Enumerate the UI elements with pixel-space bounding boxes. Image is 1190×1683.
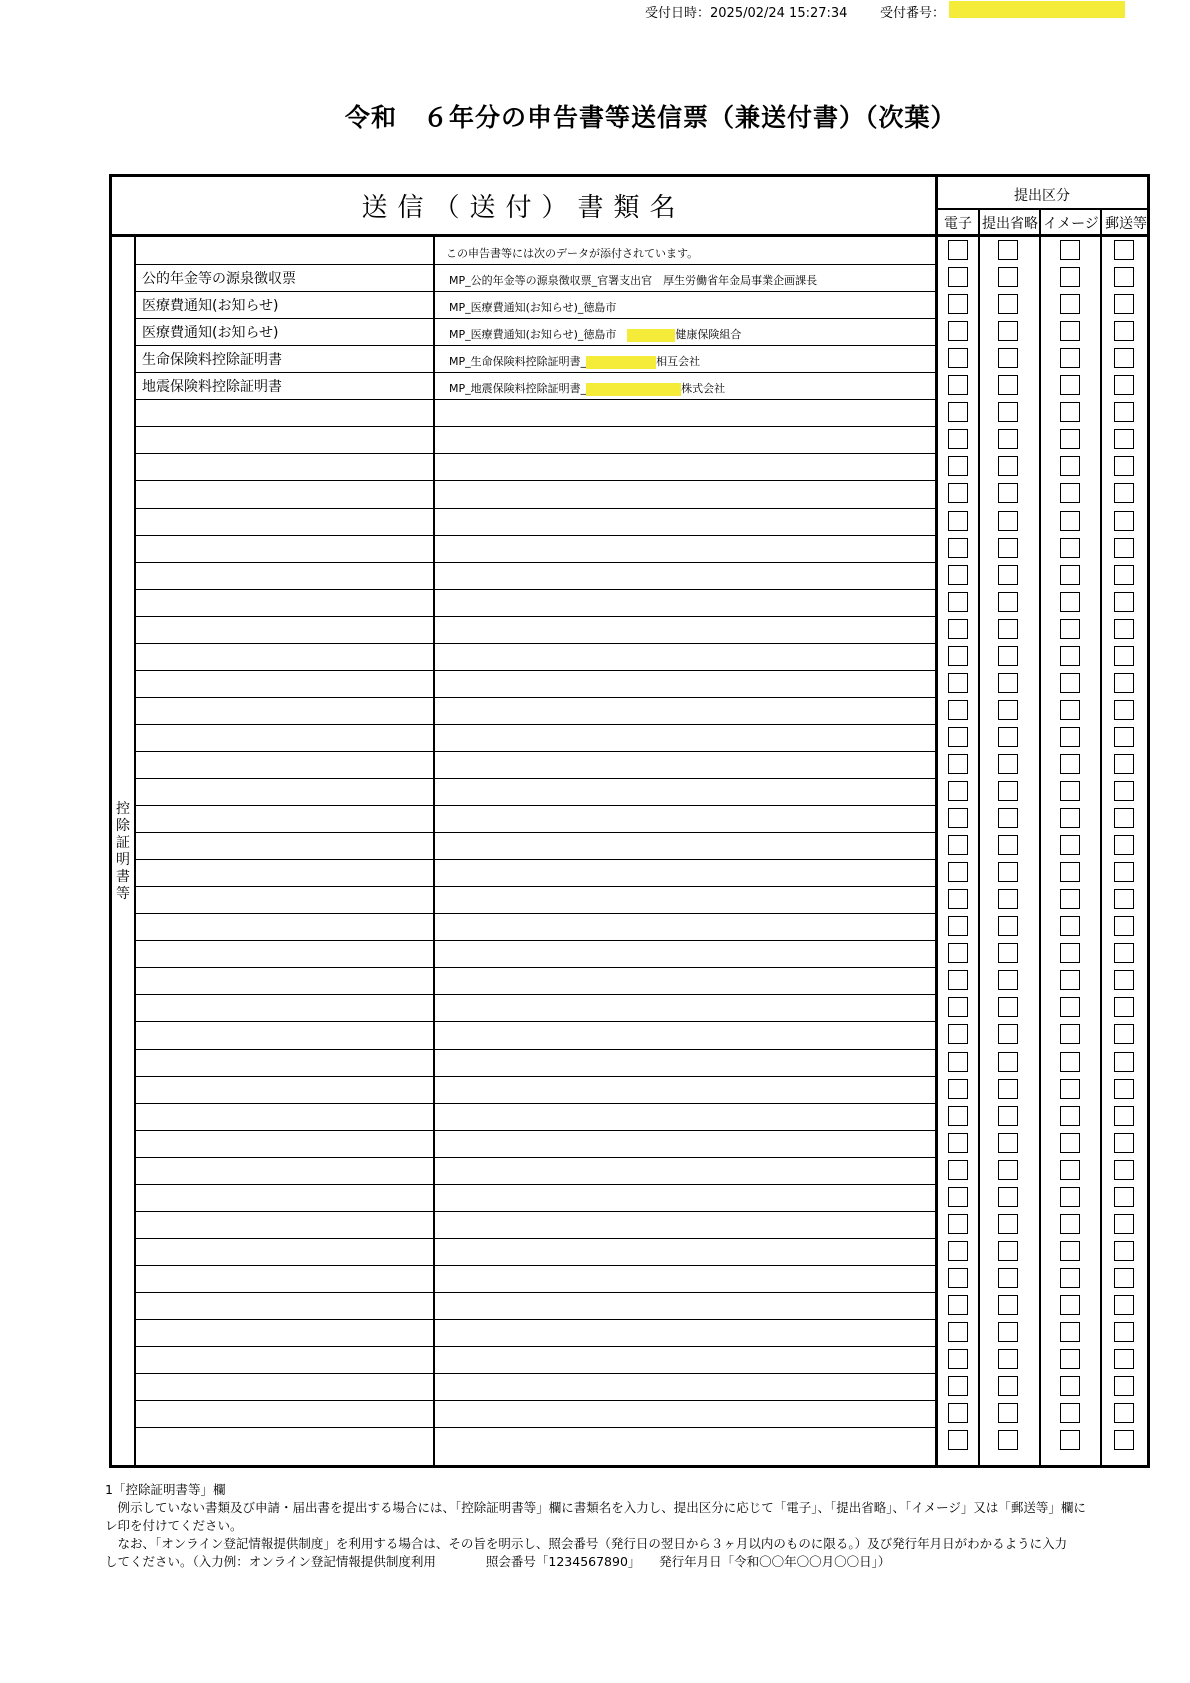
checkbox-mail[interactable]: [1114, 375, 1134, 395]
checkbox-omitted[interactable]: [998, 646, 1018, 666]
checkbox-mail[interactable]: [1114, 1268, 1134, 1288]
checkbox-electronic[interactable]: [948, 240, 968, 260]
checkbox-electronic[interactable]: [948, 808, 968, 828]
checkbox-mail[interactable]: [1114, 1403, 1134, 1423]
table-row: [136, 886, 1147, 913]
checkbox-omitted[interactable]: [998, 862, 1018, 882]
received-datetime: 受付日時：2025/02/24 15:27:34: [645, 6, 848, 21]
checkbox-image[interactable]: [1060, 754, 1080, 774]
checkbox-image[interactable]: [1060, 321, 1080, 341]
checkbox-electronic[interactable]: [948, 943, 968, 963]
checkbox-omitted[interactable]: [998, 429, 1018, 449]
checkbox-image[interactable]: [1060, 835, 1080, 855]
checkbox-image[interactable]: [1060, 808, 1080, 828]
table-row: [136, 832, 1147, 859]
category-subdivider: [935, 208, 1147, 210]
checkbox-image[interactable]: [1060, 402, 1080, 422]
checkbox-omitted[interactable]: [998, 1430, 1018, 1450]
table-row: [136, 967, 1147, 994]
table-row: [136, 859, 1147, 886]
checkbox-mail[interactable]: [1114, 1187, 1134, 1207]
checkbox-mail[interactable]: [1114, 348, 1134, 368]
document-detail: MP_生命保険料控除証明書_ 相互会社: [449, 355, 701, 369]
checkbox-omitted[interactable]: [998, 1241, 1018, 1261]
checkbox-omitted[interactable]: [998, 970, 1018, 990]
checkbox-image[interactable]: [1060, 511, 1080, 531]
table-row: [136, 805, 1147, 832]
checkbox-image[interactable]: [1060, 1079, 1080, 1099]
checkbox-electronic[interactable]: [948, 700, 968, 720]
document-name-header: 送信（送付）書類名: [361, 193, 686, 223]
checkbox-mail[interactable]: [1114, 808, 1134, 828]
checkbox-electronic[interactable]: [948, 294, 968, 314]
table-row: [136, 1049, 1147, 1076]
checkbox-image[interactable]: [1060, 267, 1080, 287]
table-row: [136, 1130, 1147, 1157]
checkbox-image[interactable]: [1060, 997, 1080, 1017]
attachment-notice: この申告書等には次のデータが添付されています。: [446, 247, 699, 260]
checkbox-electronic[interactable]: [948, 348, 968, 368]
table-row: [136, 264, 1147, 291]
checkbox-image[interactable]: [1060, 348, 1080, 368]
document-detail: MP_医療費通知(お知らせ)_徳島市: [449, 301, 617, 315]
checkbox-electronic[interactable]: [948, 267, 968, 287]
checkbox-image[interactable]: [1060, 889, 1080, 909]
checkbox-image[interactable]: [1060, 1376, 1080, 1396]
checkbox-image[interactable]: [1060, 592, 1080, 612]
checkbox-mail[interactable]: [1114, 754, 1134, 774]
checkbox-omitted[interactable]: [998, 1322, 1018, 1342]
checkbox-mail[interactable]: [1114, 1106, 1134, 1126]
notes-line-1: 例示していない書類及び申請・届出書を提出する場合には、「控除証明書等」欄に書類名を入力し、提出区分に応じて「電子」、「提出省略」、「イメージ」又は「郵送等」欄に: [105, 1500, 1086, 1515]
checkbox-image[interactable]: [1060, 1322, 1080, 1342]
table-row: [136, 1211, 1147, 1238]
checkbox-omitted[interactable]: [998, 1403, 1018, 1423]
checkbox-omitted[interactable]: [998, 727, 1018, 747]
checkbox-electronic[interactable]: [948, 1133, 968, 1153]
checkbox-mail[interactable]: [1114, 511, 1134, 531]
checkbox-omitted[interactable]: [998, 835, 1018, 855]
checkbox-omitted[interactable]: [998, 538, 1018, 558]
checkbox-electronic[interactable]: [948, 1160, 968, 1180]
checkbox-image[interactable]: [1060, 1187, 1080, 1207]
checkbox-mail[interactable]: [1114, 1295, 1134, 1315]
checkbox-image[interactable]: [1060, 1349, 1080, 1369]
document-detail: MP_地震保険料控除証明書_ 株式会社: [449, 382, 726, 396]
checkbox-image[interactable]: [1060, 429, 1080, 449]
checkbox-image[interactable]: [1060, 646, 1080, 666]
table-row: [136, 426, 1147, 453]
checkbox-omitted[interactable]: [998, 1268, 1018, 1288]
checkbox-mail[interactable]: [1114, 943, 1134, 963]
redacted-number: [949, 1, 1125, 18]
document-name: 公的年金等の源泉徴収票: [142, 271, 296, 288]
checkbox-omitted[interactable]: [998, 1160, 1018, 1180]
table-row: [136, 453, 1147, 480]
checkbox-image[interactable]: [1060, 456, 1080, 476]
checkbox-mail[interactable]: [1114, 1349, 1134, 1369]
checkbox-omitted[interactable]: [998, 1295, 1018, 1315]
notes-line-3: なお、「オンライン登記情報提供制度」を利用する場合は、その旨を明示し、照会番号（発行日の翌日から３ヶ月以内のものに限る。）及び発行年月日がわかるように入力: [105, 1536, 1068, 1551]
checkbox-electronic[interactable]: [948, 375, 968, 395]
checkbox-omitted[interactable]: [998, 889, 1018, 909]
table-row: [136, 1373, 1147, 1400]
table-row: [136, 1400, 1147, 1427]
checkbox-image[interactable]: [1060, 294, 1080, 314]
checkbox-image[interactable]: [1060, 1268, 1080, 1288]
checkbox-image[interactable]: [1060, 483, 1080, 503]
notes-line-2: レ印を付けてください。: [105, 1518, 243, 1533]
checkbox-electronic[interactable]: [948, 619, 968, 639]
checkbox-mail[interactable]: [1114, 970, 1134, 990]
table-row: [136, 1319, 1147, 1346]
submission-category-header: 提出区分: [1014, 188, 1070, 204]
table-row: [136, 318, 1147, 345]
checkbox-omitted[interactable]: [998, 267, 1018, 287]
checkbox-mail[interactable]: [1114, 402, 1134, 422]
checkbox-omitted[interactable]: [998, 808, 1018, 828]
checkbox-mail[interactable]: [1114, 1376, 1134, 1396]
table-row: [136, 1265, 1147, 1292]
checkbox-image[interactable]: [1060, 375, 1080, 395]
checkbox-electronic[interactable]: [948, 429, 968, 449]
section-label: 控 除 証 明 書 等: [116, 801, 130, 902]
checkbox-electronic[interactable]: [948, 862, 968, 882]
checkbox-omitted[interactable]: [998, 565, 1018, 585]
checkbox-image[interactable]: [1060, 700, 1080, 720]
checkbox-mail[interactable]: [1114, 321, 1134, 341]
checkbox-mail[interactable]: [1114, 835, 1134, 855]
table-row: [136, 1021, 1147, 1048]
checkbox-omitted[interactable]: [998, 1187, 1018, 1207]
checkbox-image[interactable]: [1060, 1241, 1080, 1261]
checkbox-electronic[interactable]: [948, 1024, 968, 1044]
checkbox-electronic[interactable]: [948, 1349, 968, 1369]
checkbox-image[interactable]: [1060, 1160, 1080, 1180]
table-row: [136, 1184, 1147, 1211]
checkbox-omitted[interactable]: [998, 700, 1018, 720]
document-detail: MP_医療費通知(お知らせ)_徳島市 健康保険組合: [449, 328, 742, 342]
checkbox-omitted[interactable]: [998, 997, 1018, 1017]
checkbox-omitted[interactable]: [998, 402, 1018, 422]
checkbox-mail[interactable]: [1114, 1160, 1134, 1180]
checkbox-electronic[interactable]: [948, 402, 968, 422]
table-row: [136, 643, 1147, 670]
redacted-text: [627, 329, 675, 342]
checkbox-omitted[interactable]: [998, 294, 1018, 314]
table-row: [136, 562, 1147, 589]
checkbox-image[interactable]: [1060, 916, 1080, 936]
checkbox-omitted[interactable]: [998, 592, 1018, 612]
checkbox-mail[interactable]: [1114, 727, 1134, 747]
checkbox-mail[interactable]: [1114, 294, 1134, 314]
table-row: [136, 751, 1147, 778]
checkbox-image[interactable]: [1060, 862, 1080, 882]
checkbox-electronic[interactable]: [948, 1295, 968, 1315]
document-table: [109, 174, 1150, 1468]
checkbox-electronic[interactable]: [948, 916, 968, 936]
checkbox-image[interactable]: [1060, 673, 1080, 693]
checkbox-electronic[interactable]: [948, 1241, 968, 1261]
checkbox-omitted[interactable]: [998, 781, 1018, 801]
checkbox-omitted[interactable]: [998, 916, 1018, 936]
checkbox-electronic[interactable]: [948, 970, 968, 990]
checkbox-omitted[interactable]: [998, 1052, 1018, 1072]
checkbox-image[interactable]: [1060, 781, 1080, 801]
checkbox-electronic[interactable]: [948, 1214, 968, 1234]
checkbox-omitted[interactable]: [998, 1024, 1018, 1044]
checkbox-electronic[interactable]: [948, 1187, 968, 1207]
checkbox-image[interactable]: [1060, 1052, 1080, 1072]
checkbox-electronic[interactable]: [948, 1376, 968, 1396]
checkbox-electronic[interactable]: [948, 997, 968, 1017]
checkbox-image[interactable]: [1060, 727, 1080, 747]
checkbox-image[interactable]: [1060, 240, 1080, 260]
checkbox-mail[interactable]: [1114, 700, 1134, 720]
redacted-text: [586, 356, 656, 369]
checkbox-electronic[interactable]: [948, 511, 968, 531]
page-title: 令和 ６年分の申告書等送信票（兼送付書）（次葉）: [345, 103, 957, 132]
table-row: [136, 291, 1147, 318]
checkbox-omitted[interactable]: [998, 1079, 1018, 1099]
notes: [105, 1481, 1145, 1571]
table-row: [136, 589, 1147, 616]
checkbox-image[interactable]: [1060, 538, 1080, 558]
checkbox-mail[interactable]: [1114, 673, 1134, 693]
checkbox-omitted[interactable]: [998, 321, 1018, 341]
checkbox-electronic[interactable]: [948, 646, 968, 666]
notes-line-4: してください。（入力例：オンライン登記情報提供制度利用 照会番号「1234567890」 発行年月日「令和〇〇年〇〇月〇〇日」）: [105, 1554, 891, 1569]
checkbox-mail[interactable]: [1114, 619, 1134, 639]
table-row: [136, 670, 1147, 697]
table-row: [136, 535, 1147, 562]
col-electronic: 電子: [944, 216, 972, 232]
table-row: [136, 399, 1147, 426]
checkbox-mail[interactable]: [1114, 565, 1134, 585]
table-row: [136, 697, 1147, 724]
checkbox-image[interactable]: [1060, 943, 1080, 963]
table-row: [136, 1103, 1147, 1130]
checkbox-electronic[interactable]: [948, 889, 968, 909]
checkbox-mail[interactable]: [1114, 646, 1134, 666]
checkbox-electronic[interactable]: [948, 727, 968, 747]
checkbox-electronic[interactable]: [948, 835, 968, 855]
checkbox-image[interactable]: [1060, 1214, 1080, 1234]
checkbox-electronic[interactable]: [948, 673, 968, 693]
table-row: [136, 1427, 1147, 1454]
checkbox-mail[interactable]: [1114, 1214, 1134, 1234]
checkbox-electronic[interactable]: [948, 781, 968, 801]
col-mail: 郵送等: [1105, 216, 1147, 232]
table-row: [136, 940, 1147, 967]
checkbox-omitted[interactable]: [998, 483, 1018, 503]
checkbox-mail[interactable]: [1114, 1024, 1134, 1044]
checkbox-image[interactable]: [1060, 565, 1080, 585]
checkbox-omitted[interactable]: [998, 456, 1018, 476]
checkbox-electronic[interactable]: [948, 321, 968, 341]
checkbox-electronic[interactable]: [948, 1268, 968, 1288]
document-name: 生命保険料控除証明書: [142, 352, 282, 369]
checkbox-electronic[interactable]: [948, 565, 968, 585]
checkbox-omitted[interactable]: [998, 1349, 1018, 1369]
received-number-label: 受付番号：: [880, 6, 946, 21]
checkbox-image[interactable]: [1060, 1430, 1080, 1450]
table-row: [136, 1346, 1147, 1373]
table-row: [136, 237, 1147, 264]
checkbox-image[interactable]: [1060, 1106, 1080, 1126]
checkbox-electronic[interactable]: [948, 1403, 968, 1423]
checkbox-mail[interactable]: [1114, 240, 1134, 260]
document-name: 医療費通知(お知らせ): [142, 325, 279, 342]
checkbox-image[interactable]: [1060, 1403, 1080, 1423]
checkbox-mail[interactable]: [1114, 1241, 1134, 1261]
checkbox-electronic[interactable]: [948, 483, 968, 503]
table-row: [136, 1157, 1147, 1184]
checkbox-mail[interactable]: [1114, 997, 1134, 1017]
checkbox-electronic[interactable]: [948, 1322, 968, 1342]
table-row: [136, 508, 1147, 535]
checkbox-electronic[interactable]: [948, 1079, 968, 1099]
checkbox-mail[interactable]: [1114, 592, 1134, 612]
table-row: [136, 1076, 1147, 1103]
document-detail: MP_公的年金等の源泉徴収票_官署支出官 厚生労働省年金局事業企画課長: [449, 274, 818, 288]
col-omitted: 提出省略: [982, 216, 1038, 232]
table-row: [136, 724, 1147, 751]
redacted-text: [586, 383, 681, 396]
table-row: [136, 345, 1147, 372]
checkbox-mail[interactable]: [1114, 483, 1134, 503]
checkbox-electronic[interactable]: [948, 538, 968, 558]
checkbox-mail[interactable]: [1114, 267, 1134, 287]
table-row: [136, 778, 1147, 805]
checkbox-omitted[interactable]: [998, 511, 1018, 531]
table-row: [136, 1292, 1147, 1319]
checkbox-electronic[interactable]: [948, 1430, 968, 1450]
checkbox-mail[interactable]: [1114, 538, 1134, 558]
checkbox-image[interactable]: [1060, 1133, 1080, 1153]
checkbox-omitted[interactable]: [998, 943, 1018, 963]
checkbox-mail[interactable]: [1114, 1079, 1134, 1099]
checkbox-image[interactable]: [1060, 970, 1080, 990]
checkbox-image[interactable]: [1060, 1295, 1080, 1315]
checkbox-mail[interactable]: [1114, 1430, 1134, 1450]
checkbox-mail[interactable]: [1114, 1322, 1134, 1342]
checkbox-omitted[interactable]: [998, 1376, 1018, 1396]
checkbox-electronic[interactable]: [948, 456, 968, 476]
checkbox-electronic[interactable]: [948, 592, 968, 612]
checkbox-omitted[interactable]: [998, 348, 1018, 368]
checkbox-omitted[interactable]: [998, 1133, 1018, 1153]
checkbox-mail[interactable]: [1114, 781, 1134, 801]
checkbox-omitted[interactable]: [998, 1214, 1018, 1234]
checkbox-mail[interactable]: [1114, 862, 1134, 882]
notes-heading: 1「控除証明書等」欄: [105, 1482, 226, 1497]
checkbox-mail[interactable]: [1114, 916, 1134, 936]
checkbox-electronic[interactable]: [948, 1106, 968, 1126]
table-row: [136, 994, 1147, 1021]
checkbox-omitted[interactable]: [998, 375, 1018, 395]
checkbox-omitted[interactable]: [998, 754, 1018, 774]
checkbox-omitted[interactable]: [998, 673, 1018, 693]
checkbox-omitted[interactable]: [998, 619, 1018, 639]
table-row: [136, 372, 1147, 399]
checkbox-mail[interactable]: [1114, 1052, 1134, 1072]
checkbox-electronic[interactable]: [948, 754, 968, 774]
checkbox-mail[interactable]: [1114, 889, 1134, 909]
table-row: [136, 480, 1147, 507]
checkbox-electronic[interactable]: [948, 1052, 968, 1072]
checkbox-omitted[interactable]: [998, 240, 1018, 260]
table-row: [136, 1238, 1147, 1265]
col-image: イメージ: [1043, 216, 1099, 232]
checkbox-mail[interactable]: [1114, 1133, 1134, 1153]
checkbox-image[interactable]: [1060, 619, 1080, 639]
checkbox-mail[interactable]: [1114, 429, 1134, 449]
table-row: [136, 616, 1147, 643]
checkbox-omitted[interactable]: [998, 1106, 1018, 1126]
document-name: 医療費通知(お知らせ): [142, 298, 279, 315]
table-row: [136, 913, 1147, 940]
checkbox-mail[interactable]: [1114, 456, 1134, 476]
document-name: 地震保険料控除証明書: [142, 379, 282, 396]
checkbox-image[interactable]: [1060, 1024, 1080, 1044]
